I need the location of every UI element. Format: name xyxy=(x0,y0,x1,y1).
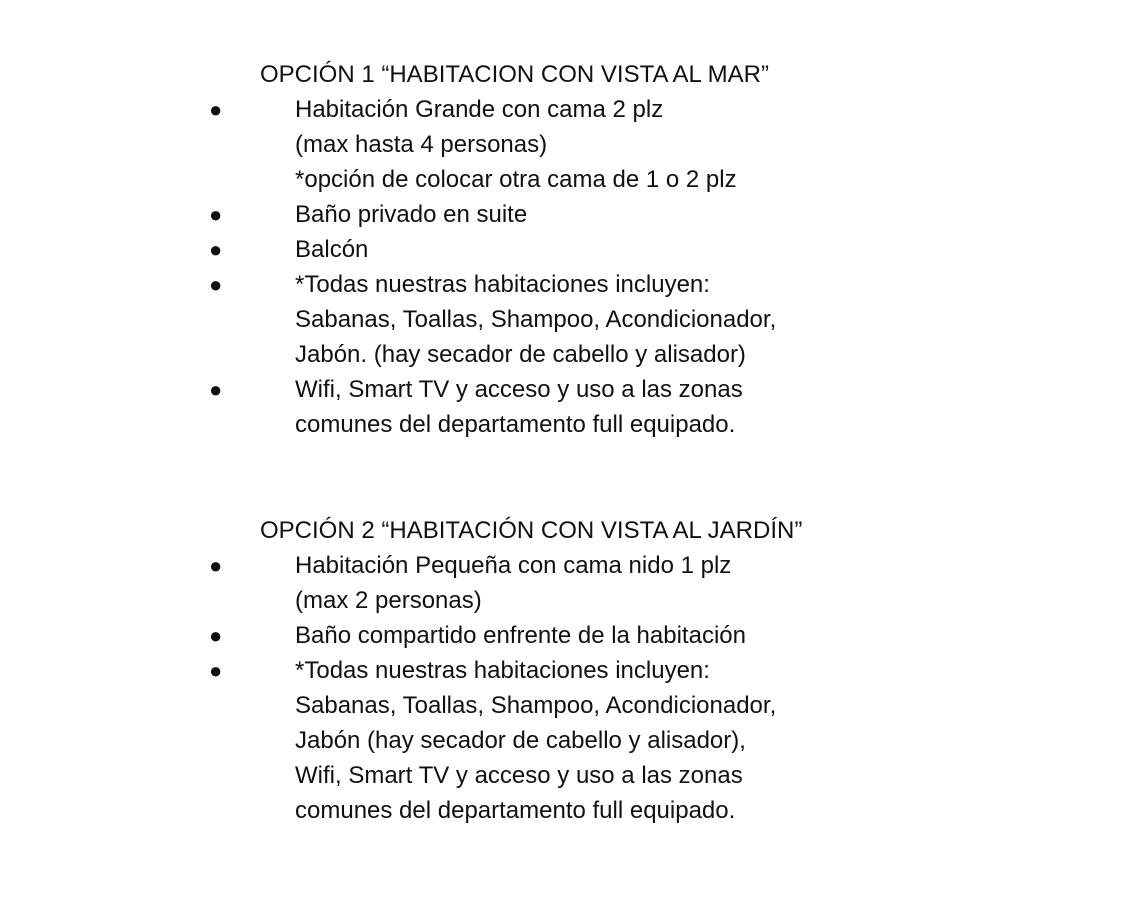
list-item-text: Habitación Pequeña con cama nido 1 plz xyxy=(295,552,732,579)
list-item-text: *Todas nuestras habitaciones incluyen: xyxy=(295,657,710,684)
list-item-text: (max hasta 4 personas) xyxy=(295,131,548,158)
list-item-text: Sabanas, Toallas, Shampoo, Acondicionador, xyxy=(295,306,777,333)
list-item xyxy=(0,267,1130,372)
option-1-list xyxy=(0,92,1130,442)
list-item-text: comunes del departamento full equipado. xyxy=(295,797,736,824)
list-item-text: Jabón (hay secador de cabello y alisador), xyxy=(295,727,746,754)
list-item xyxy=(0,92,1130,197)
bullet-icon: ● xyxy=(209,553,223,578)
list-item xyxy=(0,618,1130,653)
option-1-title: OPCIÓN 1 “HABITACION CON VISTA AL MAR” xyxy=(260,61,769,88)
bullet-icon: ● xyxy=(209,658,223,683)
bullet-icon: ● xyxy=(209,623,223,648)
list-item-text: Habitación Grande con cama 2 plz xyxy=(295,96,664,123)
list-item xyxy=(0,232,1130,267)
list-item-text: *Todas nuestras habitaciones incluyen: xyxy=(295,271,710,298)
list-item xyxy=(0,372,1130,442)
option-2-list xyxy=(0,548,1130,828)
list-item-text: Baño compartido enfrente de la habitación xyxy=(295,622,746,649)
list-item xyxy=(0,548,1130,618)
list-item xyxy=(0,197,1130,232)
list-item-text: comunes del departamento full equipado. xyxy=(295,411,736,438)
list-item xyxy=(0,653,1130,828)
bullet-icon: ● xyxy=(209,272,223,297)
bullet-icon: ● xyxy=(209,202,223,227)
list-item-text: Jabón. (hay secador de cabello y alisador) xyxy=(295,341,746,368)
list-item-text: Sabanas, Toallas, Shampoo, Acondicionador, xyxy=(295,692,777,719)
list-item-text: Baño privado en suite xyxy=(295,201,528,228)
bullet-icon: ● xyxy=(209,237,223,262)
list-item-text: (max 2 personas) xyxy=(295,587,482,614)
bullet-icon: ● xyxy=(209,377,223,402)
list-item-text: Wifi, Smart TV y acceso y uso a las zonas xyxy=(295,762,743,789)
option-2-title: OPCIÓN 2 “HABITACIÓN CON VISTA AL JARDÍN” xyxy=(260,517,803,544)
list-item-text: Wifi, Smart TV y acceso y uso a las zonas xyxy=(295,376,743,403)
list-item-text: Balcón xyxy=(295,236,369,263)
bullet-icon: ● xyxy=(209,97,223,122)
list-item-text: *opción de colocar otra cama de 1 o 2 plz xyxy=(295,166,737,193)
